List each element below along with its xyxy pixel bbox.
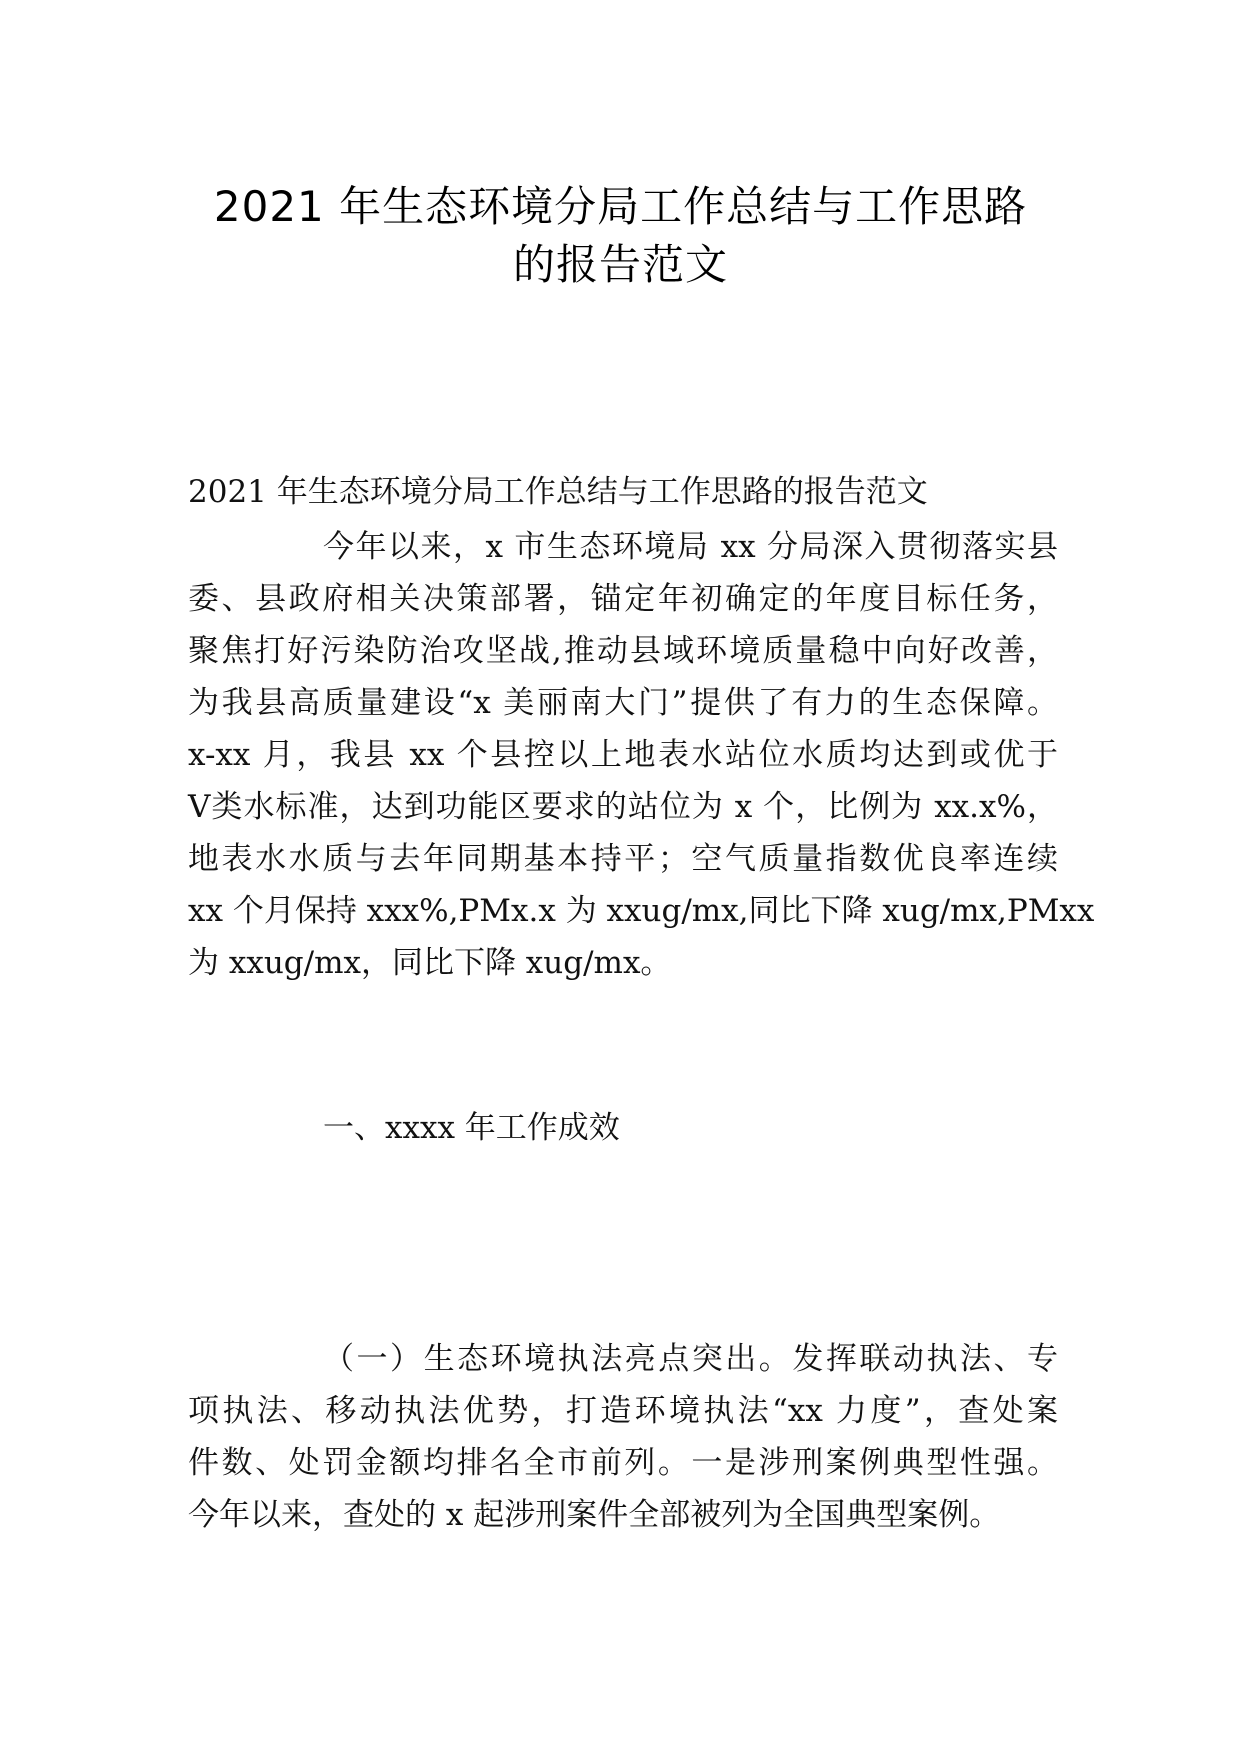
paragraph-line: 为我县高质量建设“x 美丽南大门”提供了有力的生态保障。	[188, 685, 1058, 721]
paragraph-line: 聚焦打好污染防治攻坚战,推动县域环境质量稳中向好改善，	[188, 633, 1058, 669]
paragraph-line: 地表水水质与去年同期基本持平；空气质量指数优良率连续	[188, 841, 1058, 877]
section-heading-1: 一、xxxx 年工作成效	[323, 1110, 620, 1146]
paragraph-line: 委、县政府相关决策部署，锚定年初确定的年度目标任务，	[188, 581, 1058, 617]
paragraph-line: x-xx 月，我县 xx 个县控以上地表水站位水质均达到或优于	[188, 737, 1058, 773]
title-line-1: 2021 年生态环境分局工作总结与工作思路	[213, 182, 1028, 232]
paragraph-line: 项执法、移动执法优势，打造环境执法“xx 力度”，查处案	[188, 1393, 1058, 1429]
paragraph-line: 今年以来，x 市生态环境局 xx 分局深入贯彻落实县	[323, 529, 1058, 565]
section-paragraph	[188, 1333, 1058, 1541]
document-title	[150, 178, 1091, 294]
title-line-2: 的报告范文	[512, 240, 728, 290]
paragraph-line: 为 xxug/mx，同比下降 xug/mx。	[188, 945, 672, 981]
paragraph-line: 件数、处罚金额均排名全市前列。一是涉刑案例典型性强。	[188, 1445, 1058, 1481]
document-subtitle: 2021 年生态环境分局工作总结与工作思路的报告范文	[188, 474, 928, 510]
paragraph-line: Ⅴ类水标准，达到功能区要求的站位为 x 个，比例为 xx.x%，	[188, 789, 1058, 825]
paragraph-line: 今年以来，查处的 x 起涉刑案件全部被列为全国典型案例。	[188, 1497, 1001, 1533]
paragraph-line: （一）生态环境执法亮点突出。发挥联动执法、专	[323, 1341, 1058, 1377]
intro-paragraph	[188, 521, 1095, 989]
paragraph-line: xx 个月保持 xxx%,PMx.x 为 xxug/mx,同比下降 xug/mx,PMxx	[188, 893, 1095, 929]
